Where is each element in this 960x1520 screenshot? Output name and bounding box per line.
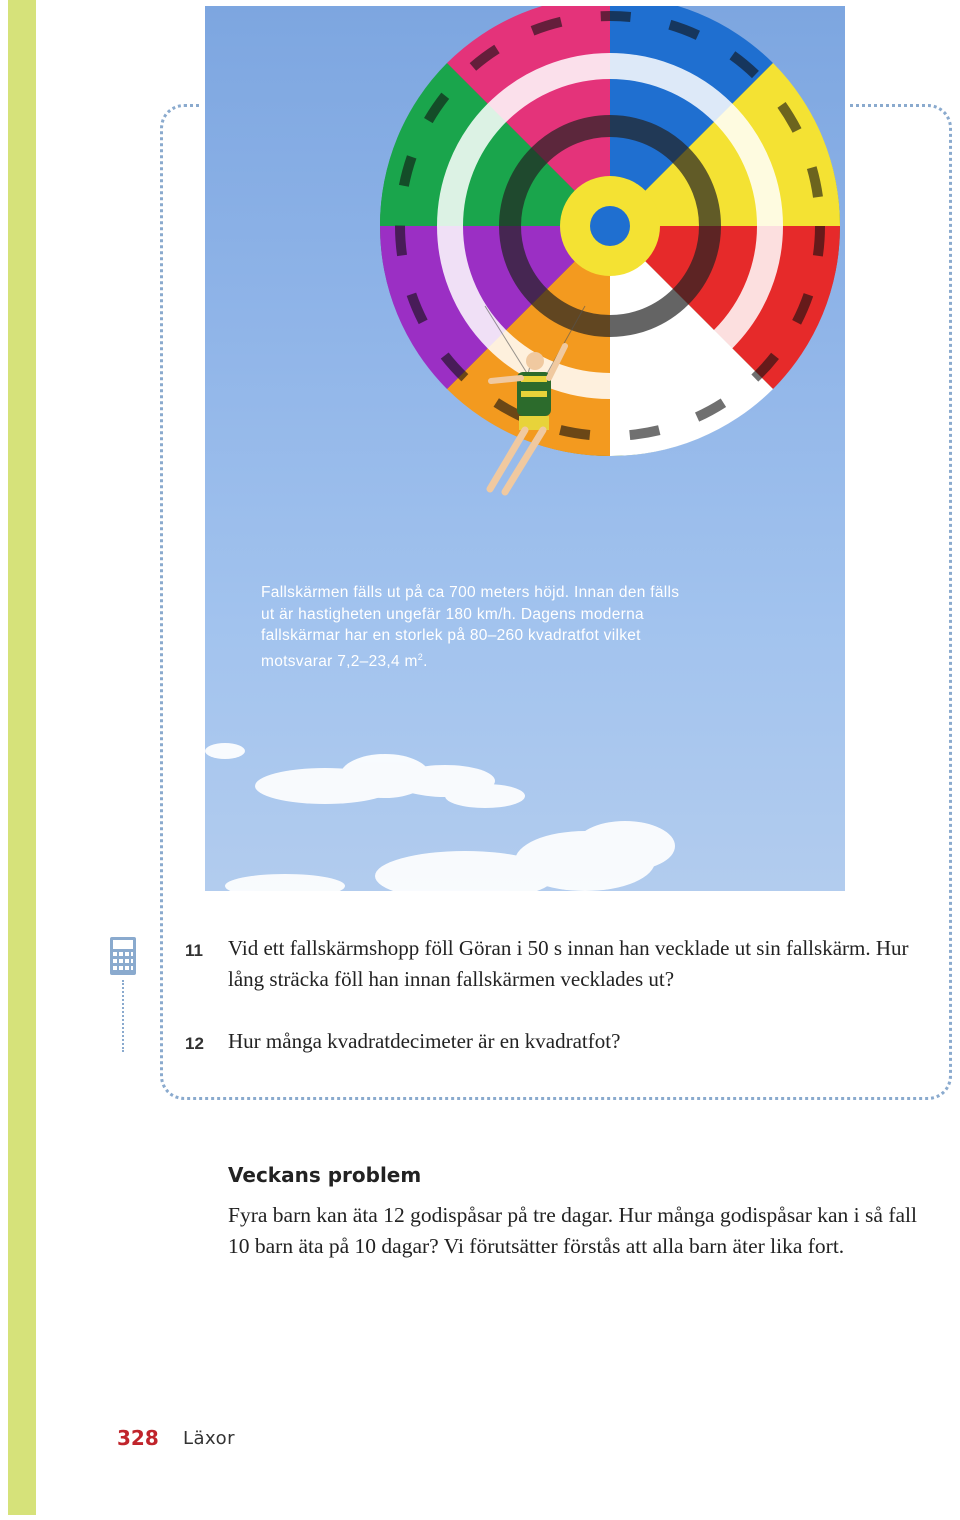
- caption-line: ut är hastigheten ungefär 180 km/h. Dagens moderna: [261, 605, 644, 623]
- caption-line: [261, 647, 781, 673]
- caption-line: fallskärmar har en storlek på 80–260 kvadratfot vilket: [261, 627, 641, 644]
- caption-superscript: 2: [417, 651, 424, 662]
- task-text: Hur många kvadratdecimeter är en kvadratfot?: [228, 1029, 621, 1053]
- photo-caption: [261, 582, 781, 672]
- calculator-icon: [110, 937, 136, 975]
- parasail-illustration: [205, 6, 845, 891]
- task-text: Vid ett fallskärmshopp föll Göran i 50 s innan han vecklade ut sin fallskärm. Hur lång sträcka föll han innan fallskärmen vecklades ut?: [228, 936, 909, 991]
- problem-title: Veckans problem: [228, 1163, 422, 1187]
- parachute-canopy: [380, 6, 840, 456]
- parasail-photo: [205, 6, 845, 891]
- task-number: 12: [185, 1034, 204, 1053]
- calculator-divider: [122, 980, 124, 1052]
- caption-text: .: [423, 652, 428, 670]
- caption-line: Fallskärmen fälls ut på ca 700 meters höjd. Innan den fälls: [261, 584, 680, 601]
- page-number: 328: [117, 1426, 159, 1450]
- problem-text: Fyra barn kan äta 12 godispåsar på tre dagar. Hur många godispåsar kan i så fall 10 barn äta på 10 dagar? Vi förutsätter förstås att alla barn äter lika fort.: [228, 1203, 917, 1258]
- section-name: Läxor: [183, 1428, 236, 1449]
- caption-text: motsvarar 7,2–23,4 m: [261, 652, 418, 670]
- margin-color-strip: [8, 0, 36, 1515]
- clouds: [205, 743, 675, 891]
- task-number: 11: [185, 941, 203, 960]
